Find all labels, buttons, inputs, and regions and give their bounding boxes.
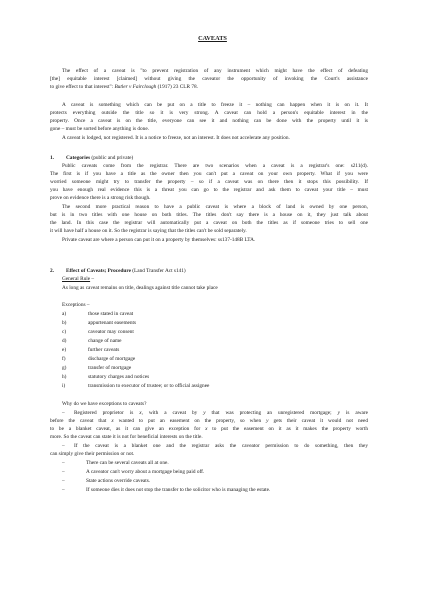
why-line-2 — [50, 418, 368, 424]
section2-heading — [50, 268, 186, 274]
why-text: before the caveat that — [50, 418, 112, 424]
why-text: to put the easement on it as it makes the property worth — [207, 426, 368, 432]
s1-p1-line-4: you have enough real evidence this is a threat you can go to the registrar and ask them to caveat your title – must — [50, 187, 368, 193]
section2-number: 2. — [50, 268, 54, 274]
exception-item — [62, 365, 131, 371]
s1-p2-line-2: but is in two titles with one house on both titles. The titles don't say there is a house on it, they just talk about — [50, 212, 368, 218]
s1-p1-line-1: Public caveats come from the registrar. There are two scenarios when a caveat is a registrar's one: s211(d). — [62, 163, 368, 169]
party-y: y — [203, 410, 206, 416]
exception-item — [62, 347, 119, 353]
dash-text: State actions override caveats. — [86, 478, 151, 484]
exception-key: b) — [62, 320, 67, 326]
why-line-1: – Registered proprietor is x, with a caveat by y that was protecting an unregistered mortgage; y is aware — [62, 410, 368, 416]
section1-number: 1. — [50, 155, 54, 161]
exception-text: caveator may consent — [88, 329, 134, 335]
party-x: x — [111, 418, 114, 424]
exception-text: transmission to executor of trustee; or to official assignee — [88, 383, 210, 389]
s1-p2-line-1: The second more practical reason to have a public caveat is where a block of land is owned by one person, — [62, 204, 368, 210]
why-text: to be a blanket caveat, as it can give an exception for — [50, 426, 206, 432]
why-text: Registered proprietor is — [74, 410, 140, 416]
dash-text: If someone dies it does not stop the transfer to the solicitor who is managing the estate. — [86, 487, 271, 493]
s1-p1-line-2: The first is if you have a title as the owner then you can't put a caveat on your own property. What if you were — [50, 171, 368, 177]
why-text: , with a caveat by — [141, 410, 204, 416]
para2-line-2: protects everything outside the title so it is very strong. A caveat can hold a person's equitable interest in the — [50, 110, 368, 116]
why-text: wanted to put an easement on the property, so when — [113, 418, 267, 424]
why-text: is aware — [339, 410, 368, 416]
intro-line-2: [the] equitable interest [claimed] without giving the caveator the opportunity of invoking the Court's assistance — [50, 76, 368, 82]
dash-item: – If someone dies it does not stop the transfer to the solicitor who is managing the estate. — [62, 487, 271, 493]
general-rule-label: General Rule — [62, 276, 91, 282]
s1-p1-line-3: worried someone might try to transfer the property – so if a caveat was on there then it stops this possibility. If — [50, 179, 368, 185]
general-rule-dash: – — [90, 276, 95, 282]
why-line-4: more. So the caveat can state it is not for beneficial interests on the title. — [50, 434, 203, 440]
exception-text: appurtenant easements — [88, 320, 137, 326]
why-question: Why do we have exceptions to caveats? — [62, 401, 147, 407]
exception-text: those stated in caveat — [88, 311, 134, 317]
intro-line-3 — [50, 84, 198, 90]
dash-item: – State actions override caveats. — [62, 478, 151, 484]
exception-key: e) — [62, 347, 67, 353]
exception-key: i) — [62, 383, 66, 389]
para2-line-3: property. Once a caveat is on the title, everyone can see it and nothing can be done with the property until it is — [50, 118, 368, 124]
s1-p2-line-4: it will have half a house on it. So the registrar is saying that the titles can't be sold separately. — [50, 228, 247, 234]
exception-item — [62, 311, 133, 317]
section1-title: Categories — [65, 155, 91, 161]
exception-key: c) — [62, 329, 67, 335]
section2-title: Effect of Caveats; Procedure — [65, 268, 131, 274]
general-rule-text: As long as caveat remains on title, dealings against title cannot take place — [62, 285, 218, 291]
party-x: x — [205, 426, 208, 432]
section1-subtitle: (public and private) — [90, 155, 134, 161]
exception-item — [62, 383, 209, 389]
why-text: gets their caveat it would not need — [268, 418, 368, 424]
section1-heading — [50, 155, 133, 161]
exception-key: f) — [62, 356, 66, 362]
exception-text: change of name — [88, 338, 122, 344]
exception-item — [62, 374, 149, 380]
dash-item: – A caveator can't worry about a mortgage being paid off. — [62, 469, 205, 475]
exception-text: discharge of mortgage — [88, 356, 136, 362]
exception-item — [62, 356, 135, 362]
dash-item: – There can be several caveats all at one. — [62, 460, 169, 466]
para3: A caveat is lodged, not registered. It is a notice to freeze, not an interest. It does not accelerate any position. — [62, 135, 290, 141]
s1-p3: Private caveat are where a person can put it on a property by themselves: ss137-148B LTA. — [62, 237, 256, 243]
intro-line-1: The effect of a caveat is "to prevent registration of any instrument which might have the effect of defeating — [62, 68, 368, 74]
exception-key: a) — [62, 311, 67, 317]
party-y: y — [266, 418, 269, 424]
exceptions-label: Exceptions – — [62, 302, 90, 308]
exception-key: g) — [62, 365, 67, 371]
why-line-5: – If the caveat is a blanket one and the registrar asks the caveator permission to do something, then they — [62, 443, 368, 449]
citation-reference: (1917) 23 CLR 78. — [156, 84, 198, 90]
why-text: If the caveat is a blanket one and the registrar asks the caveator permission to do something, then they — [74, 443, 368, 449]
exception-item — [62, 338, 122, 344]
exception-item — [62, 329, 134, 335]
dash-text: A caveator can't worry about a mortgage being paid off. — [86, 469, 205, 475]
section2-subtitle: (Land Transfer Act s141) — [130, 268, 186, 274]
para2-line-1: A caveat is something which can be put on a title to freeze it – nothing can happen when it is on it. It — [62, 102, 368, 108]
party-y: y — [337, 410, 340, 416]
exception-text: statutory charges and notices — [88, 374, 150, 380]
why-line-3 — [50, 426, 368, 432]
para2-line-4: gone – must be sorted before anything is done. — [50, 126, 150, 132]
why-line-6: can simply give their permission or not. — [50, 451, 135, 457]
case-citation: Butler v Fairclough — [114, 84, 157, 90]
exception-text: transfer of mortgage — [88, 365, 132, 371]
exception-key: h) — [62, 374, 67, 380]
party-x: x — [139, 410, 142, 416]
s1-p2-line-3: the land. In this case the registrar will automatically put a caveat on both the titles as if someone tries to sell one — [50, 220, 368, 226]
general-rule-heading — [62, 276, 94, 282]
exception-item — [62, 320, 136, 326]
dash-text: There can be several caveats all at one. — [86, 460, 169, 466]
s1-p1-line-5: prove on evidence there is a strong risk though. — [50, 195, 151, 201]
why-text: that was protecting an unregistered mortgage; — [205, 410, 338, 416]
exception-text: further caveats — [88, 347, 120, 353]
exception-key: d) — [62, 338, 67, 344]
intro-text: to give effect to that interest": — [50, 84, 115, 90]
document-title: CAVEATS — [198, 35, 227, 42]
